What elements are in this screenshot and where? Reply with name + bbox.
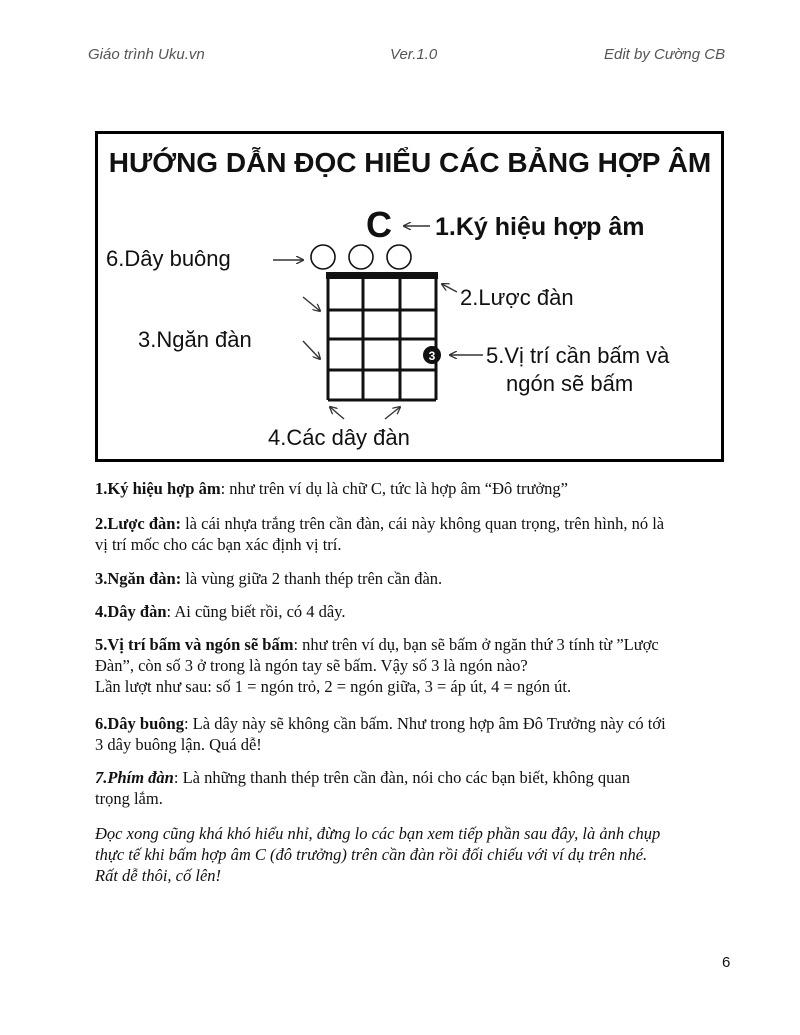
header-title: Giáo trình Uku.vn — [88, 46, 205, 63]
paragraph-nut — [95, 513, 735, 555]
desc-fret: là vùng giữa 2 thanh thép trên cần đàn. — [181, 569, 443, 588]
fretboard-grid — [328, 278, 436, 400]
term-open-strings: 6.Dây buông — [95, 714, 184, 733]
finger-number: 3 — [428, 349, 436, 363]
paragraph-conclusion — [95, 823, 735, 886]
desc-nut-line1: là cái nhựa trắng trên cần đàn, cái này không quan trọng, trên hình, nó là — [180, 514, 665, 533]
chord-symbol: C — [366, 204, 392, 245]
open-string-icon — [387, 245, 411, 269]
arrow-fret-top-icon — [303, 297, 320, 311]
page-number: 6 — [722, 954, 731, 971]
header-author: Edit by Cường CB — [604, 46, 726, 63]
paragraph-strings — [95, 601, 735, 622]
paragraph-frets-bar — [95, 767, 735, 809]
desc-position-line2: Đàn”, còn số 3 ở trong là ngón tay sẽ bấm. Vậy số 3 là ngón nào? — [95, 656, 528, 675]
arrow-nut-icon — [442, 284, 457, 292]
label-fret: 3.Ngăn đàn — [138, 327, 252, 352]
desc-chord-symbol: : như trên ví dụ là chữ C, tức là hợp âm “Đô trưởng” — [220, 479, 568, 498]
term-chord-symbol: 1.Ký hiệu hợp âm — [95, 479, 221, 498]
label-open-strings: 6.Dây buông — [106, 246, 231, 271]
term-frets-bar: 7.Phím đàn — [95, 768, 174, 787]
desc-frets-bar-line2: trọng lắm. — [95, 789, 163, 808]
label-chord-symbol: 1.Ký hiệu hợp âm — [435, 213, 645, 241]
desc-frets-bar-line1: : Là những thanh thép trên cần đàn, nói cho các bạn biết, không quan — [173, 768, 630, 787]
desc-open-strings-line1: : Là dây này sẽ không cần bấm. Như trong hợp âm Đô Trưởng này có tới — [183, 714, 666, 733]
paragraph-position — [95, 634, 735, 697]
chord-diagram-illustration — [98, 134, 721, 459]
term-strings: 4.Dây đàn — [95, 602, 167, 621]
term-fret: 3.Ngăn đàn: — [95, 569, 182, 588]
figure-title: HƯỚNG DẪN ĐỌC HIỂU CÁC BẢNG HỢP ÂM — [108, 147, 712, 178]
arrow-strings-left-icon — [330, 407, 344, 419]
conclusion-line2: thực tế khi bấm hợp âm C (đô trưởng) trên cần đàn rồi đối chiếu với ví dụ trên nhé. — [95, 845, 648, 864]
paragraph-open-strings — [95, 713, 735, 755]
nut-bar — [326, 272, 438, 279]
arrow-strings-right-icon — [385, 407, 400, 419]
desc-open-strings-line2: 3 dây buông lận. Quá dễ! — [95, 735, 262, 754]
header-version: Ver.1.0 — [390, 46, 438, 63]
open-string-icon — [349, 245, 373, 269]
arrow-fret-bottom-icon — [303, 341, 320, 359]
desc-nut-line2: vị trí mốc cho các bạn xác định vị trí. — [95, 535, 342, 554]
open-string-icon — [311, 245, 335, 269]
term-position: 5.Vị trí bấm và ngón sẽ bấm — [95, 635, 294, 654]
label-strings: 4.Các dây đàn — [268, 425, 410, 450]
paragraph-fret — [95, 568, 735, 589]
conclusion-line3: Rất dễ thôi, cố lên! — [95, 866, 222, 885]
label-nut: 2.Lược đàn — [460, 285, 574, 310]
chord-guide-figure — [95, 131, 724, 462]
paragraph-chord-symbol — [95, 478, 735, 499]
term-nut: 2.Lược đàn: — [95, 514, 181, 533]
label-position-line2: ngón sẽ bấm — [506, 371, 634, 396]
conclusion-line1: Đọc xong cũng khá khó hiểu nhỉ, đừng lo các bạn xem tiếp phần sau đây, là ảnh chụp — [95, 824, 661, 843]
label-position-line1: 5.Vị trí cần bấm và — [486, 343, 670, 368]
desc-strings: : Ai cũng biết rồi, có 4 dây. — [166, 602, 346, 621]
desc-position-line1: : như trên ví dụ, bạn sẽ bấm ở ngăn thứ 3 tính từ ”Lược — [293, 635, 659, 654]
desc-position-line3: Lần lượt như sau: số 1 = ngón trỏ, 2 = ngón giữa, 3 = áp út, 4 = ngón út. — [95, 677, 572, 696]
